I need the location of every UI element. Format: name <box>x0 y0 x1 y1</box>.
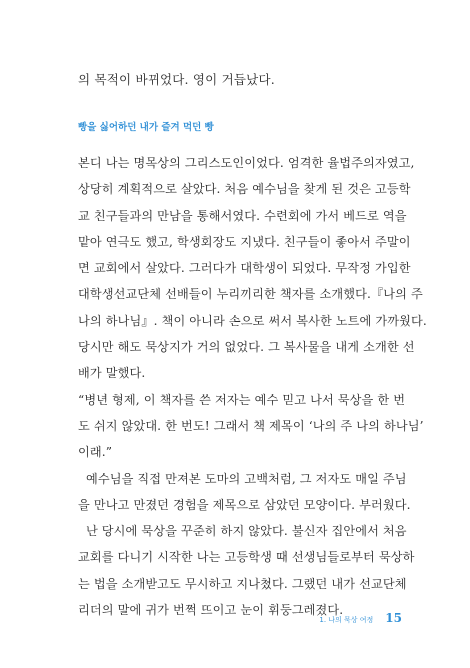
text-line: 교회를 다니기 시작한 나는 고등학생 때 선생님들로부터 묵상하 <box>78 550 415 565</box>
text-line: 본디 나는 명목상의 그리스도인이었다. 엄격한 율법주의자였고, <box>78 156 415 170</box>
text-line: 예수님을 직접 만져본 도마의 고백처럼, 그 저자도 매일 주님 <box>78 471 407 486</box>
continued-text-line: 의 목적이 바뀌었다. 영이 거듭났다. <box>78 72 275 87</box>
text-line: 교 친구들과의 만남을 통해서였다. 수련회에 가서 베드로 역을 <box>78 208 407 223</box>
text-line: 는 법을 소개받고도 무시하고 지나쳤다. 그랬던 내가 선교단체 <box>78 576 407 591</box>
text-line: 배가 말했다. <box>78 366 146 381</box>
text-line: “병년 형제, 이 책자를 쓴 저자는 예수 믿고 나서 묵상을 한 번 <box>78 392 406 407</box>
section-heading: 빵을 싫어하던 내가 즐겨 먹던 빵 <box>78 122 214 133</box>
page-footer <box>319 611 402 625</box>
text-line: 맡아 연극도 했고, 학생회장도 지냈다. 친구들이 좋아서 주말이 <box>78 234 411 249</box>
text-line: 대학생선교단체 선배들이 누리끼리한 책자를 소개했다.『나의 주 <box>78 287 423 302</box>
text-line: 리더의 말에 귀가 번쩍 뜨이고 눈이 휘둥그레졌다. <box>78 603 344 618</box>
text-line: 을 만나고 만졌던 경험을 제목으로 삼았던 모양이다. 부러웠다. <box>78 497 411 512</box>
body-text <box>78 150 427 623</box>
text-line: 도 쉬지 않았대. 한 번도! 그래서 책 제목이 ‘나의 주 나의 하나님’ <box>78 418 424 433</box>
text-line: 상당히 계획적으로 살았다. 처음 예수님을 찾게 된 것은 고등학 <box>78 182 411 197</box>
text-line: 당시만 해도 묵상지가 거의 없었다. 그 복사물을 내게 소개한 선 <box>78 340 415 355</box>
text-line: 난 당시에 묵상을 꾸준히 하지 않았다. 불신자 집안에서 처음 <box>78 524 407 539</box>
text-line: 나의 하나님』. 책이 아니라 손으로 써서 복사한 노트에 가까웠다. <box>78 313 427 328</box>
page-number: 15 <box>385 611 402 625</box>
text-line: 이래.” <box>78 445 113 460</box>
text-line: 면 교회에서 살았다. 그러다가 대학생이 되었다. 무작정 가입한 <box>78 261 411 276</box>
footer-chapter-title: 1. 나의 묵상 여정 <box>319 616 374 624</box>
